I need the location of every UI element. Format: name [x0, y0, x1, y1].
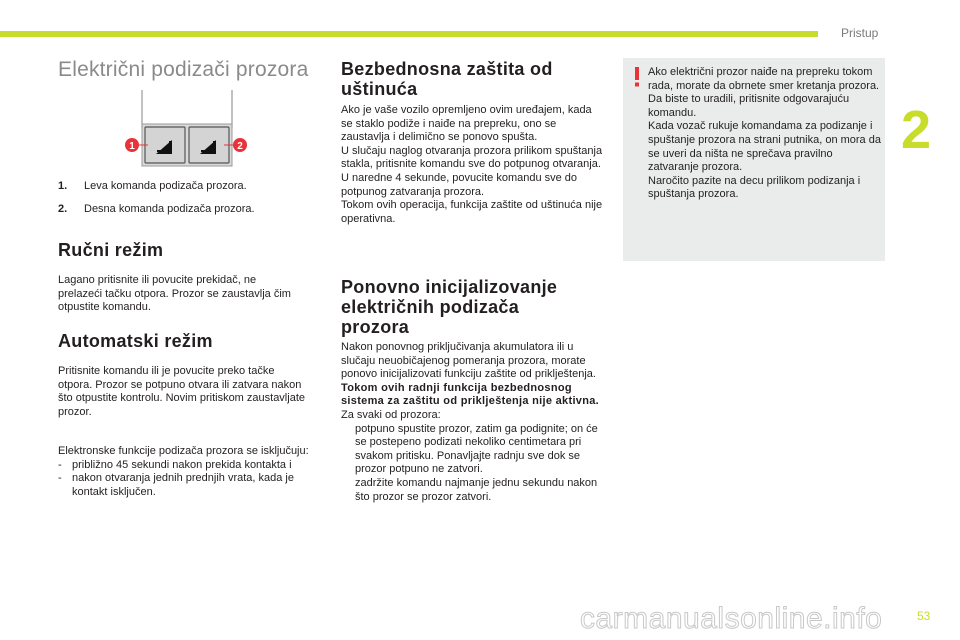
header-accent-bar [0, 31, 818, 37]
heading-anti-pinch: Bezbednosna zaštita od uštinuća [341, 59, 553, 99]
svg-text:2: 2 [237, 141, 243, 152]
warning-exclamation-icon [632, 67, 642, 87]
heading-reinitialization: Ponovno inicijalizovanje električnih podizača prozora [341, 277, 558, 337]
legend-item: 2. Desna komanda podizača prozora. [58, 203, 255, 215]
reinitialization-bold-note: Tokom ovih radnji funkcija bezbednosnog sistema za zaštitu od priklještenja nije aktivna. [341, 381, 600, 408]
reinitialization-intro: Za svaki od prozora: [341, 408, 441, 421]
automatic-mode-text: Pritisnite komandu ili je povucite preko tačke otpora. Prozor se potpuno otvara ili zatvara nakon što otpustite kontrolu. Novim pritiskom zaustavljate prozor. [58, 365, 305, 418]
reinitialization-text: Nakon ponovnog priključivanja akumulatora ili u slučaju neuobičajenog pomeranja prozora, morate ponovo inicijalizovati funkciju zaštite od priklještenja. [341, 341, 596, 381]
section-name: Pristup [841, 26, 879, 40]
page-number: 53 [917, 609, 931, 623]
legend-item: 1. Leva komanda podizača prozora. [58, 180, 247, 192]
warning-text: Ako električni prozor naiđe na prepreku tokom rada, morate da obrnete smer kretanja prozora. Da biste to uradili, pritisnite odgovarajuću komandu. Kada vozač rukuje komandama za podizanje i spuštanje prozora na strani putnika, on mora da se uveri da ništa ne sprečava pravilno zatvaranje prozora. Naročito pazite na decu prilikom podizanja i spuštanja prozora. [648, 66, 881, 201]
window-switch-illustration [120, 90, 250, 170]
anti-pinch-text: Ako je vaše vozilo opremljeno ovim uređajem, kada se staklo podiže i naiđe na prepreku, ono se zaustavlja i delimično se ponovo spušta. U slučaju naglog otvaranja prozora prilikom spuštanja stakla, pritisnite komandu sve do potpunog otvaranja. U naredne 4 sekunde, povucite komandu sve do potpunog zatvaranja prozora. Tokom ovih operacija, funkcija zaštite od uštinuća nije operativna. [341, 104, 603, 225]
heading-manual-mode: Ručni režim [58, 240, 164, 260]
page-title: Električni podizači prozora [58, 58, 309, 81]
svg-text:1: 1 [129, 141, 135, 152]
reinitialization-block [341, 341, 603, 504]
list-item: - nakon otvaranja jednih prednjih vrata, kada je kontakt isključen. [58, 472, 294, 498]
electronic-functions-block [58, 445, 320, 499]
electronic-functions-intro: Elektronske funkcije podizača prozora se isključuju: [58, 445, 309, 457]
chapter-number: 2 [901, 100, 932, 160]
list-item: zadržite komandu najmanje jednu sekundu nakon što prozor se prozor zatvori. [355, 476, 598, 503]
watermark: carmanualsonline.info [580, 602, 883, 635]
manual-mode-text: Lagano pritisnite ili povucite prekidač, ne prelazeći tačku otpora. Prozor se zaustavlja čim otpustite komandu. [58, 274, 291, 314]
heading-automatic-mode: Automatski režim [58, 331, 213, 351]
list-item: - približno 45 sekundi nakon prekida kontakta i [58, 458, 292, 471]
list-item: potpuno spustite prozor, zatim ga podignite; on će se postepeno podizati nekoliko centimetara pri svakom pritisku. Ponavljajte radnju sve dok se prozor potpuno ne zatvori. [355, 422, 598, 476]
warning-box [623, 58, 885, 261]
